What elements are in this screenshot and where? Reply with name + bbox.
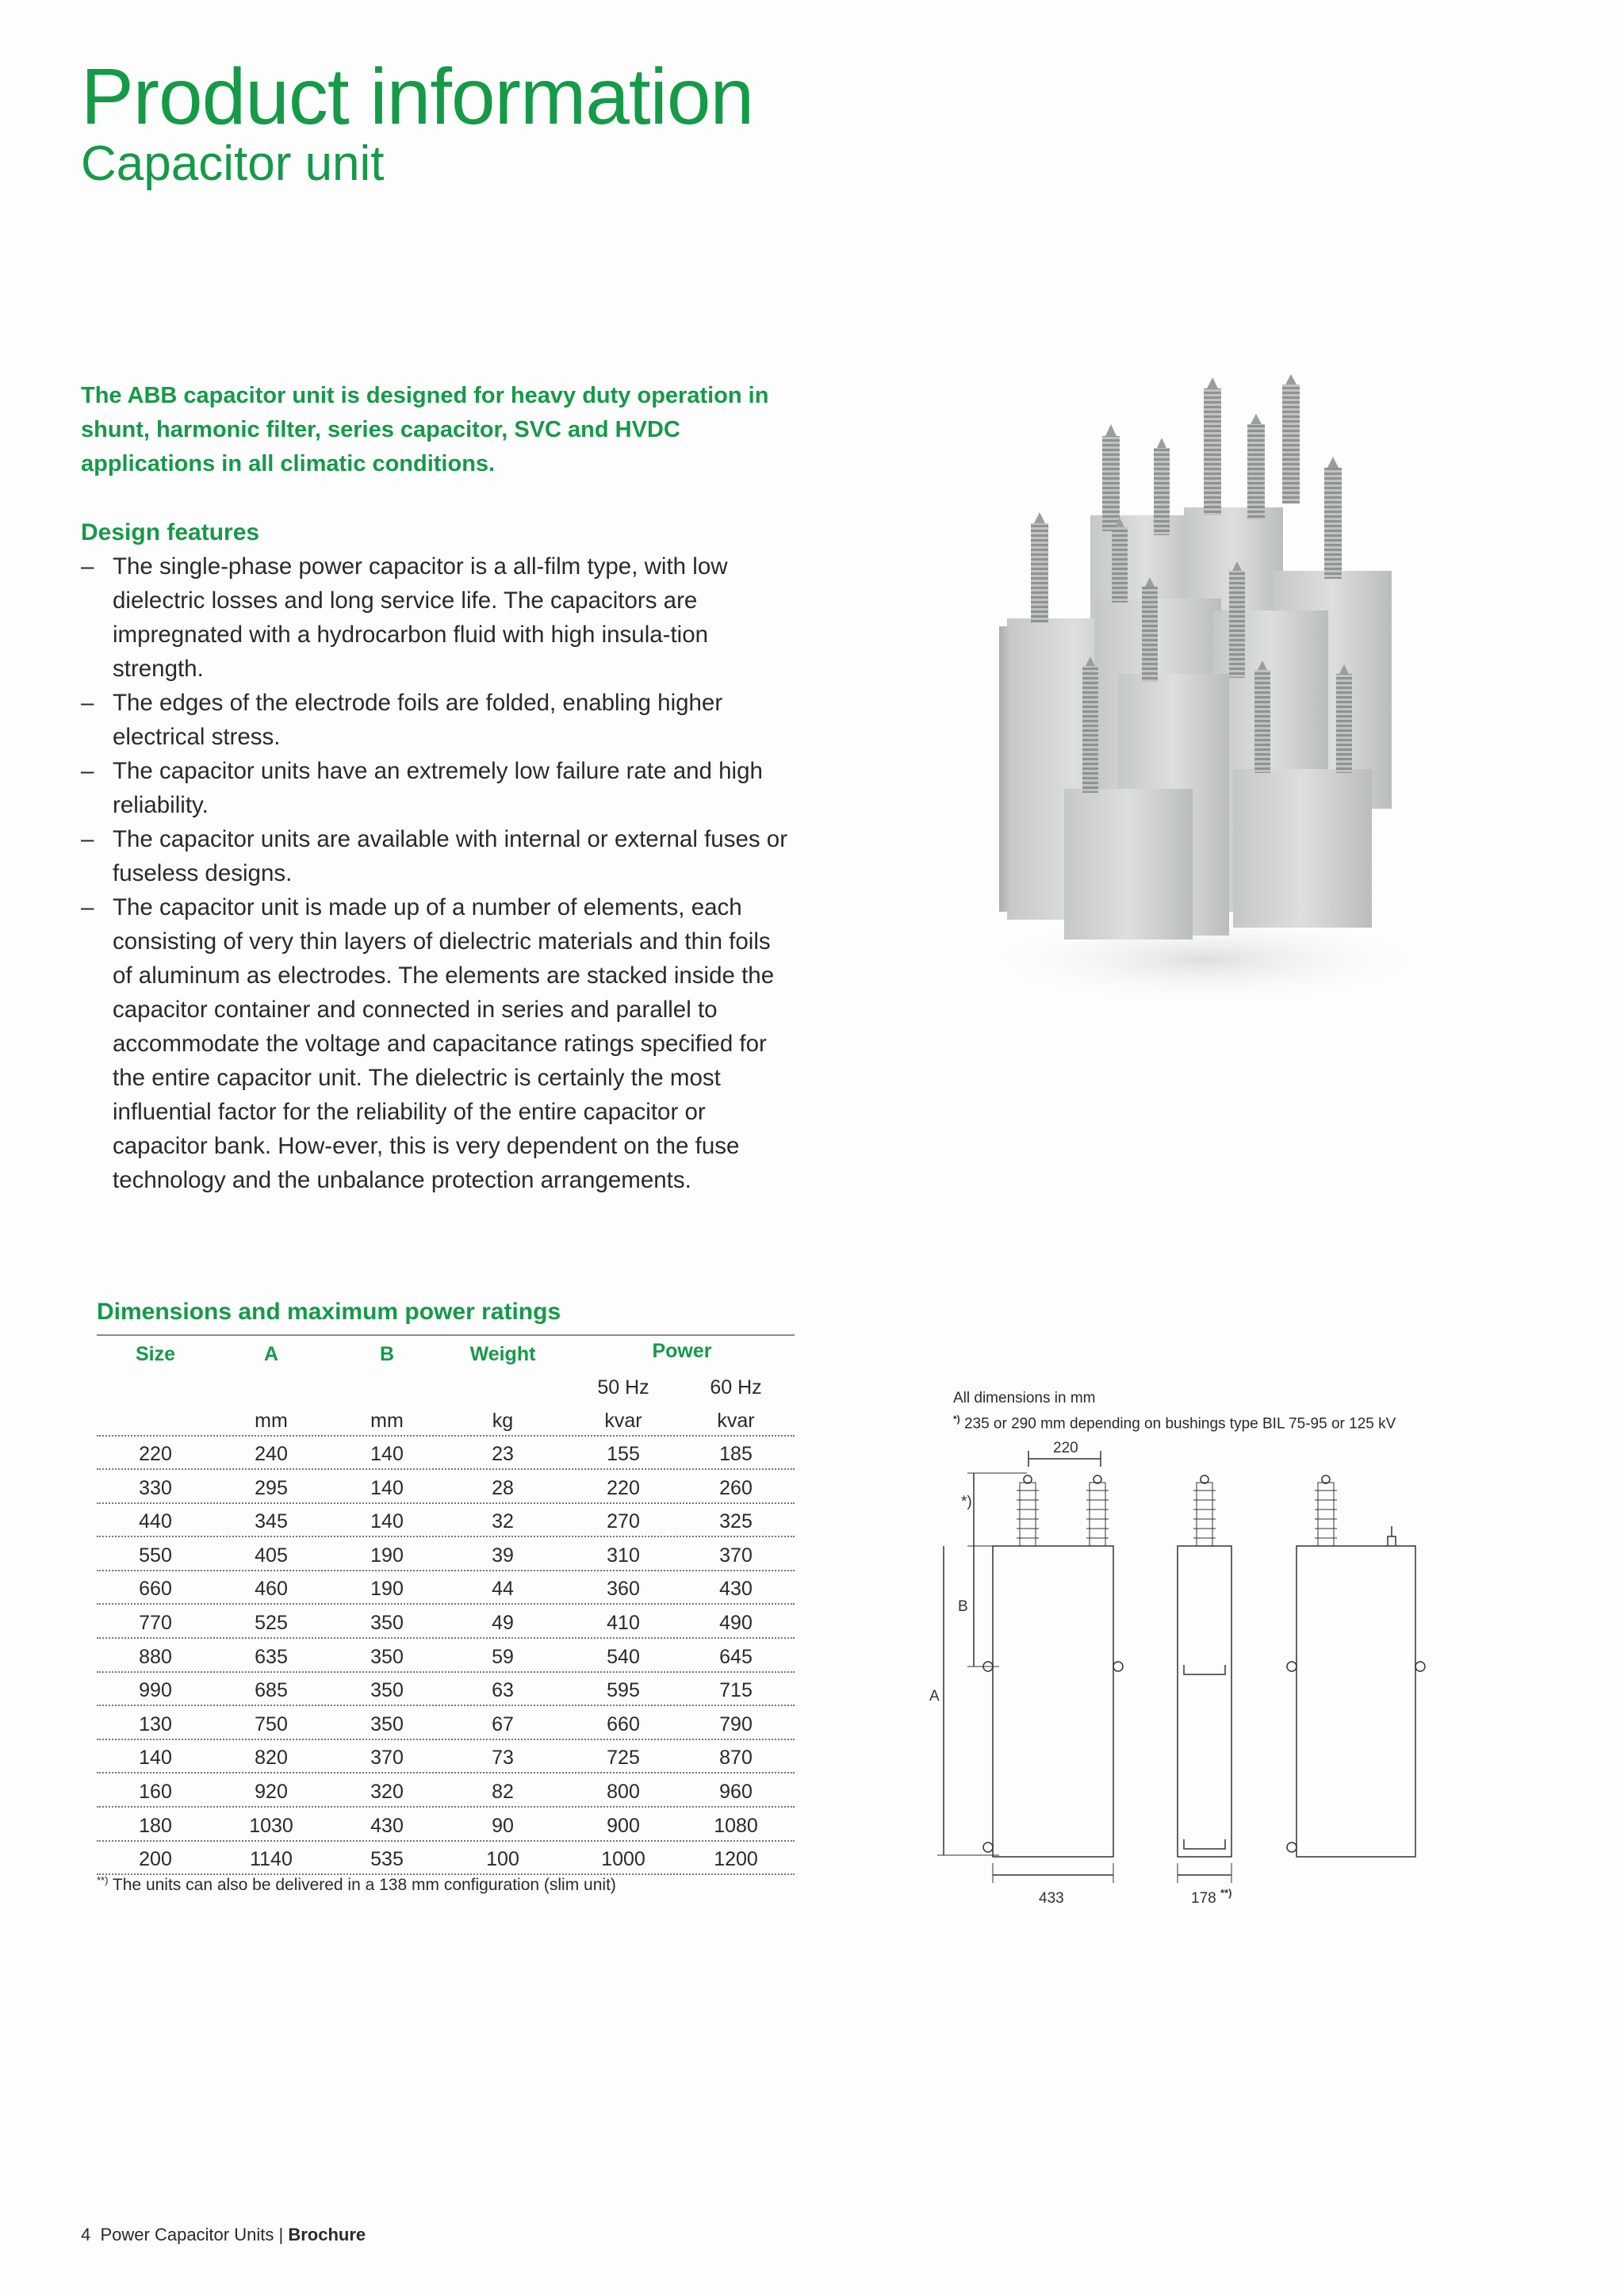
unit-weight: kg: [492, 1410, 514, 1432]
cell-b: 140: [370, 1510, 404, 1533]
cell-size: 200: [139, 1848, 172, 1871]
capacitor-units-photo: [975, 373, 1427, 1023]
capacitor-side-view: [1178, 1475, 1231, 1857]
cell-power-60hz: 1080: [714, 1814, 758, 1837]
cell-b: 190: [370, 1578, 404, 1601]
dimension-note-units: All dimensions in mm: [953, 1390, 1096, 1406]
list-item: [81, 549, 795, 686]
cell-b: 320: [370, 1781, 404, 1803]
list-item-text: The capacitor units have an extremely low failure rate and high reliability.: [113, 758, 763, 818]
cell-power-50hz: 220: [607, 1476, 640, 1499]
column-header-power: Power: [652, 1340, 712, 1362]
table-row: [97, 1571, 795, 1605]
list-item: [81, 754, 795, 822]
list-item: [81, 890, 795, 1197]
note-text: 235 or 290 mm depending on bushings type BIL 75-95 or 125 kV: [963, 1415, 1396, 1433]
cell-size: 160: [139, 1781, 172, 1803]
cell-weight: 100: [486, 1848, 519, 1871]
cell-power-50hz: 310: [607, 1544, 640, 1567]
cell-size: 220: [139, 1443, 172, 1465]
dim-label-178: 178 **): [1191, 1887, 1232, 1907]
footnote-text: The units can also be delivered in a 138 mm configuration (slim unit): [112, 1876, 616, 1894]
cell-power-50hz: 540: [607, 1645, 640, 1668]
cell-weight: 90: [492, 1814, 514, 1837]
cell-b: 350: [370, 1679, 404, 1702]
cell-b: 140: [370, 1476, 404, 1499]
table-subheader-row: [97, 1370, 795, 1403]
cell-power-50hz: 1000: [601, 1848, 645, 1871]
cell-weight: 23: [492, 1443, 514, 1465]
cell-size: 330: [139, 1476, 172, 1499]
cell-b: 190: [370, 1544, 404, 1567]
page-footer: [81, 2225, 366, 2245]
cell-power-60hz: 715: [719, 1679, 753, 1702]
cell-power-50hz: 800: [607, 1781, 640, 1803]
cell-power-50hz: 595: [607, 1679, 640, 1702]
design-features-list: [81, 549, 795, 1197]
note-mark: *): [953, 1414, 960, 1425]
cell-power-50hz: 410: [607, 1612, 640, 1634]
page-title: Product information: [81, 52, 754, 141]
table-row: [97, 1640, 795, 1673]
unit-a: mm: [255, 1410, 288, 1432]
table-footnote: [97, 1874, 616, 1895]
cell-power-60hz: 185: [719, 1443, 753, 1465]
cell-power-60hz: 490: [719, 1612, 753, 1634]
cell-b: 430: [370, 1814, 404, 1837]
cell-size: 880: [139, 1645, 172, 1668]
cell-power-50hz: 155: [607, 1443, 640, 1465]
table-row: [97, 1471, 795, 1504]
cell-power-60hz: 325: [719, 1510, 753, 1533]
footnote-mark: **): [97, 1874, 109, 1886]
list-item: [81, 822, 795, 890]
cell-a: 345: [255, 1510, 288, 1533]
design-features-heading: Design features: [81, 519, 260, 545]
table-row: [97, 1808, 795, 1842]
cell-weight: 82: [492, 1781, 514, 1803]
list-item-text: The capacitor unit is made up of a number of elements, each consisting of very thin layers of dielectric materials and thin foils of aluminum as electrodes. The elements are stacked inside the capacitor container and connected in series and parallel to accommodate the voltage and capacitance ratings specified for the entire capacitor unit. The dielectric is certainly the most influential factor for the reliability of the entire capacitor or capacitor bank. How-ever, this is very dependent on the fuse technology and the unbalance protection arrangements.: [113, 894, 775, 1193]
bullet-dash: –: [81, 758, 94, 784]
cell-a: 685: [255, 1679, 288, 1702]
doc-title: Power Capacitor Units: [100, 2225, 274, 2244]
table-heading: Dimensions and maximum power ratings: [97, 1299, 561, 1325]
cell-a: 405: [255, 1544, 288, 1567]
cell-power-60hz: 260: [719, 1476, 753, 1499]
cell-a: 820: [255, 1747, 288, 1770]
table-row: [97, 1504, 795, 1537]
cell-weight: 32: [492, 1510, 514, 1533]
cell-power-50hz: 660: [607, 1712, 640, 1735]
cell-a: 1140: [250, 1848, 293, 1871]
dim-label-b: B: [958, 1598, 968, 1615]
cell-weight: 39: [492, 1544, 514, 1567]
table-units-row: [97, 1403, 795, 1437]
cell-power-50hz: 900: [607, 1814, 640, 1837]
doc-type: Brochure: [288, 2225, 366, 2244]
list-item-text: The single-phase power capacitor is a all-film type, with low dielectric losses and long service life. The capacitors are impregnated with a hydrocarbon fluid with high insula-tion strength.: [113, 553, 728, 682]
page-subtitle: Capacitor unit: [81, 136, 385, 191]
column-header-a: A: [263, 1343, 279, 1365]
column-subheader-60hz: 60 Hz: [710, 1376, 762, 1399]
cell-b: 350: [370, 1712, 404, 1735]
cell-b: 370: [370, 1747, 404, 1770]
column-header-b: B: [379, 1343, 395, 1365]
table-row: [97, 1842, 795, 1875]
cell-a: 460: [255, 1578, 288, 1601]
list-item-text: The edges of the electrode foils are folded, enabling higher electrical stress.: [113, 690, 723, 750]
cell-power-60hz: 1200: [714, 1848, 758, 1871]
table-row: [97, 1774, 795, 1808]
cell-a: 525: [255, 1612, 288, 1634]
cell-size: 130: [139, 1712, 172, 1735]
cell-power-50hz: 360: [607, 1578, 640, 1601]
capacitor-back-view: [1287, 1475, 1425, 1857]
table-row: [97, 1538, 795, 1571]
cell-b: 350: [370, 1645, 404, 1668]
table-row: [97, 1437, 795, 1470]
cell-power-50hz: 270: [607, 1510, 640, 1533]
cell-b: 535: [370, 1848, 404, 1871]
cell-size: 440: [139, 1510, 172, 1533]
cell-a: 240: [255, 1443, 288, 1465]
column-header-weight: Weight: [469, 1343, 536, 1365]
cell-a: 295: [255, 1476, 288, 1499]
cell-a: 750: [255, 1712, 288, 1735]
cell-b: 140: [370, 1443, 404, 1465]
cell-weight: 44: [492, 1578, 514, 1601]
cell-power-60hz: 790: [719, 1712, 753, 1735]
cell-power-60hz: 870: [719, 1747, 753, 1770]
cell-power-60hz: 370: [719, 1544, 753, 1567]
dim-label-433: 433: [1039, 1890, 1064, 1907]
column-header-size: Size: [135, 1343, 176, 1365]
cell-weight: 67: [492, 1712, 514, 1735]
cell-weight: 28: [492, 1476, 514, 1499]
unit-power-50hz: kvar: [604, 1410, 642, 1432]
bullet-dash: –: [81, 826, 94, 852]
table-row: [97, 1740, 795, 1774]
dim-label-a: A: [929, 1688, 940, 1705]
cell-size: 550: [139, 1544, 172, 1567]
cell-power-60hz: 430: [719, 1578, 753, 1601]
bullet-dash: –: [81, 894, 94, 920]
list-item: [81, 686, 795, 754]
cell-weight: 63: [492, 1679, 514, 1702]
cell-a: 1030: [249, 1814, 293, 1837]
footer-separator: |: [278, 2225, 284, 2244]
cell-b: 350: [370, 1612, 404, 1634]
unit-power-60hz: kvar: [717, 1410, 755, 1432]
bullet-dash: –: [81, 553, 94, 580]
table-row: [97, 1707, 795, 1740]
unit-b: mm: [370, 1410, 404, 1432]
cell-power-60hz: 645: [719, 1645, 753, 1668]
bullet-dash: –: [81, 690, 94, 716]
cell-a: 920: [255, 1781, 288, 1803]
table-row: [97, 1673, 795, 1706]
column-subheader-50hz: 50 Hz: [597, 1376, 649, 1399]
cell-size: 140: [139, 1747, 172, 1770]
cell-weight: 49: [492, 1612, 514, 1634]
list-item-text: The capacitor units are available with internal or external fuses or fuseless designs.: [113, 826, 788, 886]
cell-size: 770: [139, 1612, 172, 1634]
cell-weight: 73: [492, 1747, 514, 1770]
dim-label-220: 220: [1053, 1440, 1078, 1456]
cell-power-50hz: 725: [607, 1747, 640, 1770]
cell-size: 990: [139, 1679, 172, 1702]
cell-weight: 59: [492, 1645, 514, 1668]
table-row: [97, 1605, 795, 1639]
capacitor-front-view: [983, 1475, 1123, 1857]
cell-a: 635: [255, 1645, 288, 1668]
cell-size: 660: [139, 1578, 172, 1601]
dimension-drawing: [920, 1427, 1475, 1919]
cell-power-60hz: 960: [719, 1781, 753, 1803]
intro-paragraph: The ABB capacitor unit is designed for heavy duty operation in shunt, harmonic filter, series capacitor, SVC and HVDC applications in all climatic conditions.: [81, 383, 769, 476]
cell-size: 180: [139, 1814, 172, 1837]
page-number: 4: [81, 2225, 91, 2244]
table-top-rule: [97, 1334, 795, 1336]
dim-label-star: *): [961, 1494, 972, 1510]
